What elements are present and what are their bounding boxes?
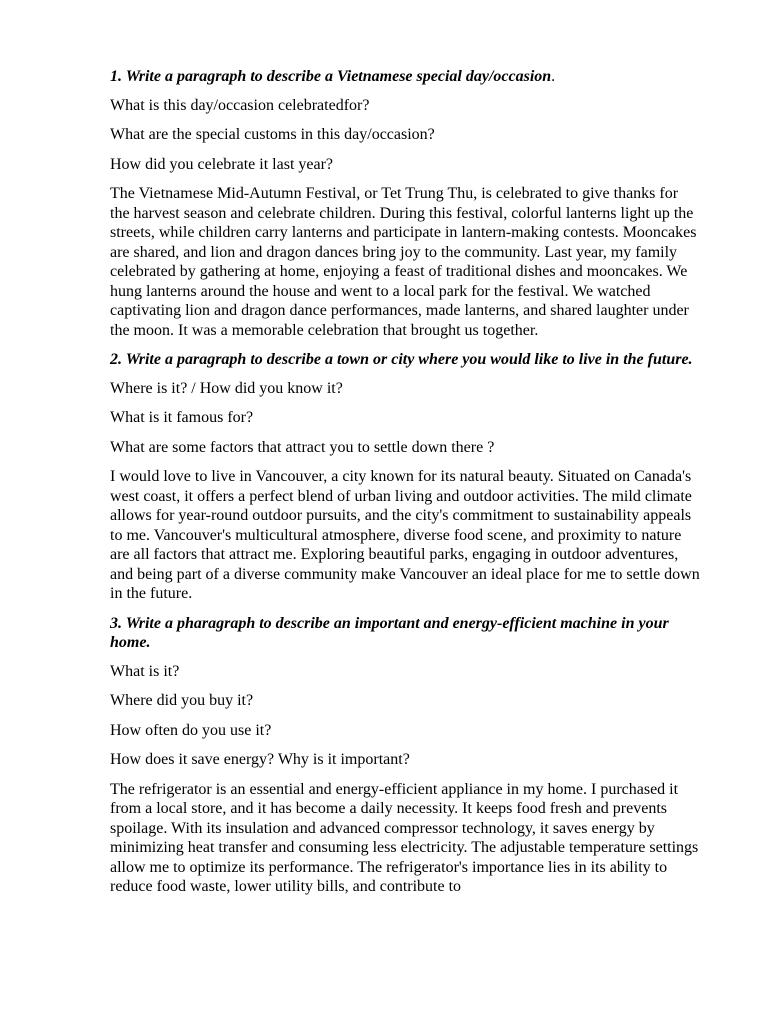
section-1-question-1: What is this day/occasion celebratedfor?	[110, 96, 370, 114]
section-1-heading	[110, 67, 700, 87]
section-1-heading-text: 1. Write a paragraph to describe a Vietnamese special day/occasion	[110, 68, 552, 85]
section-1-answer: The Vietnamese Mid-Autumn Festival, or Tet Trung Thu, is celebrated to give thanks for the harvest season and celebrate children. During this festival, colorful lanterns light up the streets, while children carry lanterns and participate in lantern-making contests. Mooncakes are shared, and lion and dragon dances bring joy to the community. Last year, my family celebrated by gathering at home, enjoying a feast of traditional dishes and mooncakes. We hung lanterns around the house and went to a local park for the festival. We watched captivating lion and dragon dance performances, made lanterns, and shared laughter under the moon. It was a memorable celebration that brought us together.	[110, 185, 697, 339]
section-2-question-3: What are some factors that attract you to settle down there ?	[110, 438, 495, 456]
section-3-question-1: What is it?	[110, 662, 180, 680]
section-3-heading: 3. Write a pharagraph to describe an important and energy-efficient machine in your home.	[110, 614, 669, 651]
section-2-question-2: What is it famous for?	[110, 409, 254, 426]
section-2	[110, 350, 700, 604]
section-3	[110, 614, 700, 897]
section-1-heading-period: .	[551, 68, 556, 85]
section-2-answer: I would love to live in Vancouver, a city known for its natural beauty. Situated on Canada's west coast, it offers a perfect blend of urban living and outdoor activities. The mild climate allows for year-round outdoor pursuits, and the city's commitment to sustainability appeals to me. Vancouver's multicultural atmosphere, diverse food scene, and proximity to nature are all factors that attract me. Exploring beautiful parks, engaging in outdoor adventures, and being part of a diverse community make Vancouver an ideal place for me to settle down in the future.	[110, 468, 700, 602]
section-3-question-3: How often do you use it?	[110, 721, 272, 739]
section-3-answer: The refrigerator is an essential and energy-efficient appliance in my home. I purchased it from a local store, and it has become a daily necessity. It keeps food fresh and prevents spoilage. With its insulation and advanced compressor technology, it saves energy by minimizing heat transfer and consuming less electricity. The adjustable temperature settings allow me to optimize its performance. The refrigerator's importance lies in its ability to reduce food waste, lower utility bills, and contribute to	[110, 780, 699, 895]
section-1	[110, 67, 700, 340]
document-page	[110, 67, 700, 907]
section-1-question-3: How did you celebrate it last year?	[110, 155, 334, 173]
section-3-question-4: How does it save energy? Why is it important?	[110, 751, 410, 768]
section-2-question-1: Where is it? / How did you know it?	[110, 379, 343, 397]
section-3-question-2: Where did you buy it?	[110, 692, 254, 709]
section-1-question-2: What are the special customs in this day/occasion?	[110, 126, 435, 143]
section-2-heading: 2. Write a paragraph to describe a town or city where you would like to live in the future.	[110, 351, 693, 368]
